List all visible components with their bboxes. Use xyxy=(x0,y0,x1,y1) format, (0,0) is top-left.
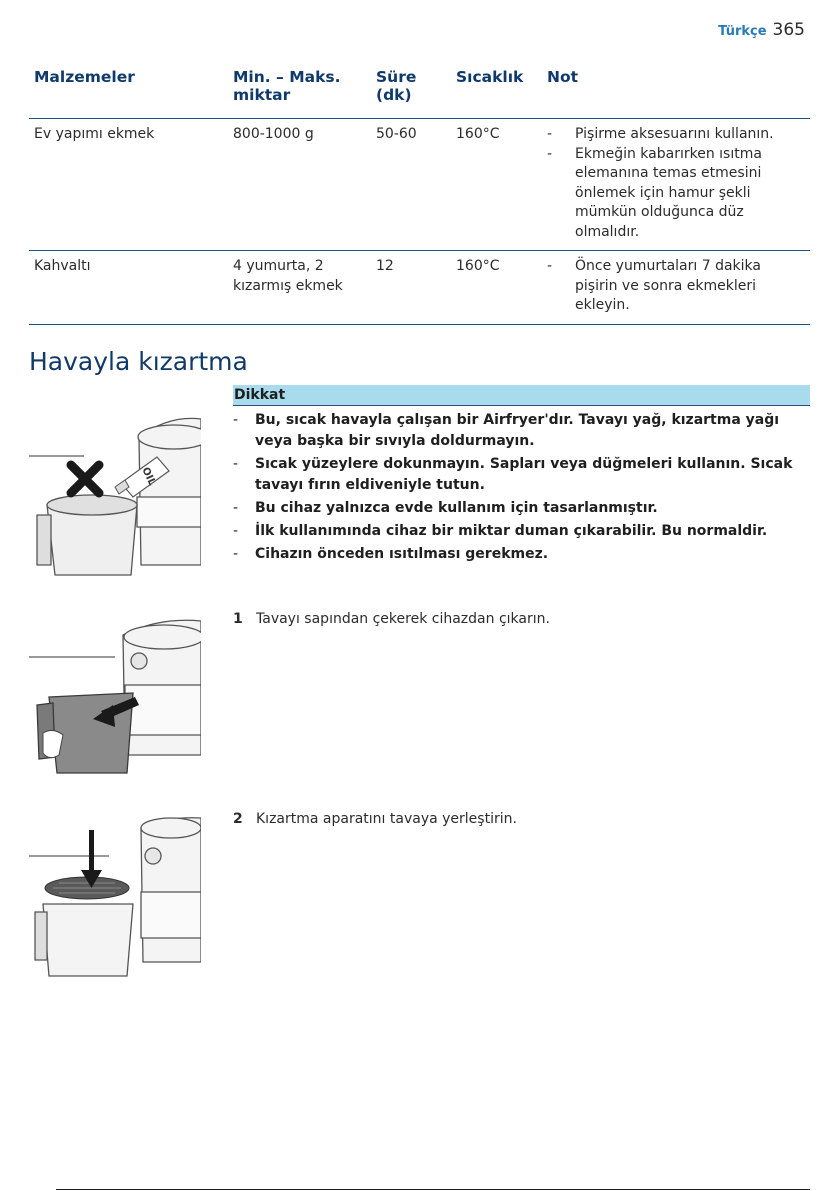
cell-time: 12 xyxy=(371,251,451,325)
caution-item: - Cihazın önceden ısıtılması gerekmez. xyxy=(233,546,549,562)
remove-basket-illustration xyxy=(29,615,201,775)
no-oil-illustration xyxy=(29,405,201,580)
note-item: - Pişirme aksesuarını kullanın. xyxy=(547,126,774,142)
cell-temp: 160°C xyxy=(451,119,542,251)
col-header-temp: Sıcaklık xyxy=(451,68,542,119)
section-title: Havayla kızartma xyxy=(29,347,248,376)
caution-header: Dikkat xyxy=(233,385,810,406)
cell-time: 50-60 xyxy=(371,119,451,251)
footer-divider xyxy=(56,1189,810,1190)
recipe-table xyxy=(29,68,810,325)
step-1: 1 Tavayı sapından çekerek cihazdan çıkarın. xyxy=(233,611,550,627)
col-header-ingredients: Malzemeler xyxy=(29,68,228,119)
cross-icon xyxy=(71,465,99,493)
svg-text:OIL: OIL xyxy=(139,465,158,488)
cell-amount: 4 yumurta, 2 kızarmış ekmek xyxy=(228,251,371,325)
insert-crisper-illustration xyxy=(29,812,201,980)
caution-list xyxy=(233,410,811,567)
table-row xyxy=(29,251,810,325)
cell-temp: 160°C xyxy=(451,251,542,325)
page-header xyxy=(718,20,805,40)
col-header-time: Süre (dk) xyxy=(371,68,451,119)
crisper-plate xyxy=(45,877,129,899)
table-row xyxy=(29,119,810,251)
cell-amount: 800-1000 g xyxy=(228,119,371,251)
cell-notes xyxy=(542,251,810,325)
caution-item: - Sıcak yüzeylere dokunmayın. Sapları veya düğmeleri kullanın. Sıcak tavayı fırın eldiveniyle tutun. xyxy=(233,456,793,493)
cell-notes xyxy=(542,119,810,251)
col-header-note: Not xyxy=(542,68,810,119)
caution-item: - Bu cihaz yalnızca evde kullanım için tasarlanmıştır. xyxy=(233,500,658,516)
caution-item: - İlk kullanımında cihaz bir miktar duman çıkarabilir. Bu normaldir. xyxy=(233,523,768,539)
step-2: 2 Kızartma aparatını tavaya yerleştirin. xyxy=(233,811,517,827)
table-header-row xyxy=(29,68,810,119)
language-label: Türkçe xyxy=(718,24,767,39)
col-header-amount: Min. – Maks. miktar xyxy=(228,68,371,119)
page-number: 365 xyxy=(772,20,805,40)
note-item: - Önce yumurtaları 7 dakika pişirin ve sonra ekmekleri ekleyin. xyxy=(547,258,761,313)
note-item: - Ekmeğin kabarırken ısıtma elemanına temas etmesini önlemek için hamur şekli mümkün olduğunca düz olmalıdır. xyxy=(547,145,762,240)
cell-ingredient: Ev yapımı ekmek xyxy=(29,119,228,251)
cell-ingredient: Kahvaltı xyxy=(29,251,228,325)
caution-item: - Bu, sıcak havayla çalışan bir Airfryer'dır. Tavayı yağ, kızartma yağı veya başka bir sıvıyla doldurmayın. xyxy=(233,412,780,449)
